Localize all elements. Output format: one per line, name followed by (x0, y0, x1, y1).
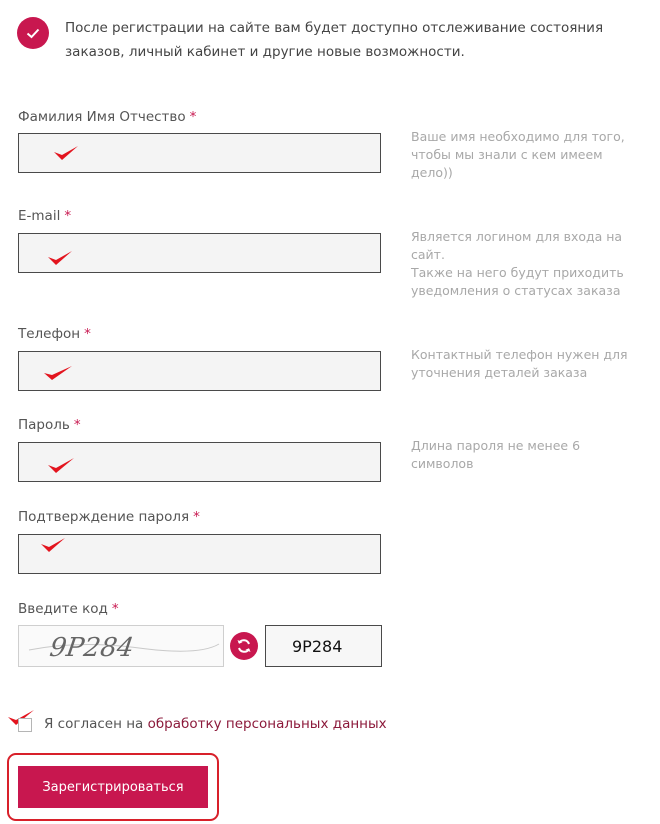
personal-data-link[interactable]: обработку персональных данных (147, 716, 387, 732)
phone-input[interactable] (19, 352, 380, 390)
captcha-image (18, 625, 224, 667)
captcha-label-text: Введите код (18, 601, 108, 617)
register-button[interactable]: Зарегистрироваться (18, 766, 208, 808)
email-label-text: E-mail (18, 208, 61, 224)
required-mark: * (193, 509, 200, 525)
fullname-label-text: Фамилия Имя Отчество (18, 109, 186, 125)
email-hint-line: Является логином для входа на сайт. (411, 229, 623, 262)
required-mark: * (73, 417, 81, 433)
phone-label (18, 326, 91, 342)
phone-field[interactable] (18, 351, 381, 391)
password-confirm-label-text: Подтверждение пароля (18, 509, 190, 525)
required-mark: * (84, 326, 91, 342)
password-input[interactable] (19, 443, 380, 481)
email-field[interactable] (18, 233, 381, 273)
captcha-code-input[interactable] (266, 626, 381, 666)
fullname-hint: Ваше имя необходимо для того, чтобы мы знали с кем имеем дело)) (411, 129, 625, 180)
password-confirm-field[interactable] (18, 534, 381, 574)
fullname-input[interactable] (19, 134, 380, 172)
captcha-label (18, 601, 119, 617)
email-label (18, 208, 71, 224)
phone-label-text: Телефон (18, 326, 81, 342)
captcha-image-text: 9P284 (47, 633, 136, 663)
registration-notice: После регистрации на сайте вам будет доступно отслеживание состояния заказов, личный кабинет и другие новые возможности. (65, 20, 604, 60)
password-label (18, 417, 81, 433)
password-hint: Длина пароля не менее 6 символов (411, 438, 581, 471)
email-input[interactable] (19, 234, 380, 272)
password-label-text: Пароль (18, 417, 70, 433)
email-hint (411, 228, 641, 300)
password-confirm-input[interactable] (19, 535, 380, 573)
agreement-text: Я согласен на (44, 716, 144, 732)
required-mark: * (189, 109, 197, 125)
refresh-icon (236, 638, 252, 654)
captcha-code-field[interactable] (265, 625, 382, 667)
agreement-checkbox[interactable] (18, 718, 32, 732)
password-field[interactable] (18, 442, 381, 482)
notice-checkmark-icon (17, 17, 49, 49)
fullname-field[interactable] (18, 133, 381, 173)
phone-hint: Контактный телефон нужен для уточнения деталей заказа (411, 347, 628, 380)
agreement-label (44, 716, 387, 732)
password-confirm-label (18, 509, 200, 525)
email-hint-line: Также на него будут приходить уведомления о статусах заказа (411, 265, 624, 298)
refresh-captcha-button[interactable] (230, 632, 258, 660)
fullname-label (18, 109, 196, 125)
required-mark: * (111, 601, 119, 617)
required-mark: * (64, 208, 72, 224)
